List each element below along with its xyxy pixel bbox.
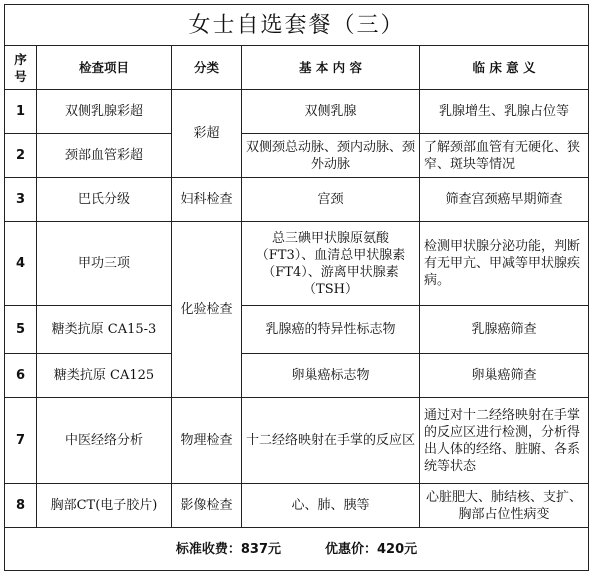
row-content: 心、肺、胰等 (242, 484, 420, 528)
row-number: 1 (5, 90, 37, 134)
table-row (5, 484, 589, 528)
row-item: 甲功三项 (37, 222, 172, 306)
discount-price: 420元 (377, 541, 418, 557)
row-content: 总三碘甲状腺原氨酸（FT3）、血清总甲状腺素（FT4）、游离甲状腺素（TSH） (242, 222, 420, 306)
package-table (4, 4, 589, 571)
row-meaning: 通过对十二经络映射在手掌的反应区进行检测，分析得出人体的经络、脏腑、各系统等状态 (420, 398, 589, 484)
header-content: 基 本 内 容 (242, 46, 420, 90)
package-sheet (4, 4, 588, 571)
row-number: 6 (5, 354, 37, 398)
table-row (5, 134, 589, 178)
price-footer (5, 528, 589, 571)
row-meaning: 心脏肥大、肺结核、支扩、胸部占位性病变 (420, 484, 589, 528)
category-cell: 物理检查 (172, 398, 242, 484)
row-content: 乳腺癌的特异性标志物 (242, 306, 420, 354)
row-meaning: 乳腺癌筛查 (420, 306, 589, 354)
category-cell: 妇科检查 (172, 178, 242, 222)
row-item: 中医经络分析 (37, 398, 172, 484)
row-item: 胸部CT(电子胶片) (37, 484, 172, 528)
category-cell: 化验检查 (172, 222, 242, 398)
header-no: 序号 (5, 46, 37, 90)
row-item: 巴氏分级 (37, 178, 172, 222)
row-content: 双侧颈总动脉、颈内动脉、颈外动脉 (242, 134, 420, 178)
table-row (5, 354, 589, 398)
header-item: 检查项目 (37, 46, 172, 90)
header-meaning: 临 床 意 义 (420, 46, 589, 90)
standard-price: 837元 (240, 541, 281, 557)
row-meaning: 了解颈部血管有无硬化、狭窄、斑块等情况 (420, 134, 589, 178)
table-row (5, 222, 589, 306)
row-number: 5 (5, 306, 37, 354)
row-number: 4 (5, 222, 37, 306)
page-title: 女士自选套餐（三） (5, 5, 589, 46)
header-row (5, 46, 589, 90)
category-cell: 彩超 (172, 90, 242, 178)
row-number: 3 (5, 178, 37, 222)
standard-price-label: 标准收费： (175, 541, 241, 557)
header-category: 分类 (172, 46, 242, 90)
row-meaning: 乳腺增生、乳腺占位等 (420, 90, 589, 134)
row-item: 颈部血管彩超 (37, 134, 172, 178)
row-item: 糖类抗原 CA15-3 (37, 306, 172, 354)
row-meaning: 筛查宫颈癌早期筛查 (420, 178, 589, 222)
category-cell: 影像检查 (172, 484, 242, 528)
row-meaning: 检测甲状腺分泌功能，判断有无甲亢、甲减等甲状腺疾病。 (420, 222, 589, 306)
discount-price-label: 优惠价： (325, 541, 378, 557)
table-row (5, 178, 589, 222)
row-number: 2 (5, 134, 37, 178)
row-item: 糖类抗原 CA125 (37, 354, 172, 398)
row-number: 8 (5, 484, 37, 528)
row-meaning: 卵巢癌筛查 (420, 354, 589, 398)
row-content: 双侧乳腺 (242, 90, 420, 134)
row-item: 双侧乳腺彩超 (37, 90, 172, 134)
table-row (5, 306, 589, 354)
row-content: 十二经络映射在手掌的反应区 (242, 398, 420, 484)
table-row (5, 90, 589, 134)
row-number: 7 (5, 398, 37, 484)
price-summary (5, 528, 589, 571)
table-row (5, 398, 589, 484)
row-content: 宫颈 (242, 178, 420, 222)
row-content: 卵巢癌标志物 (242, 354, 420, 398)
